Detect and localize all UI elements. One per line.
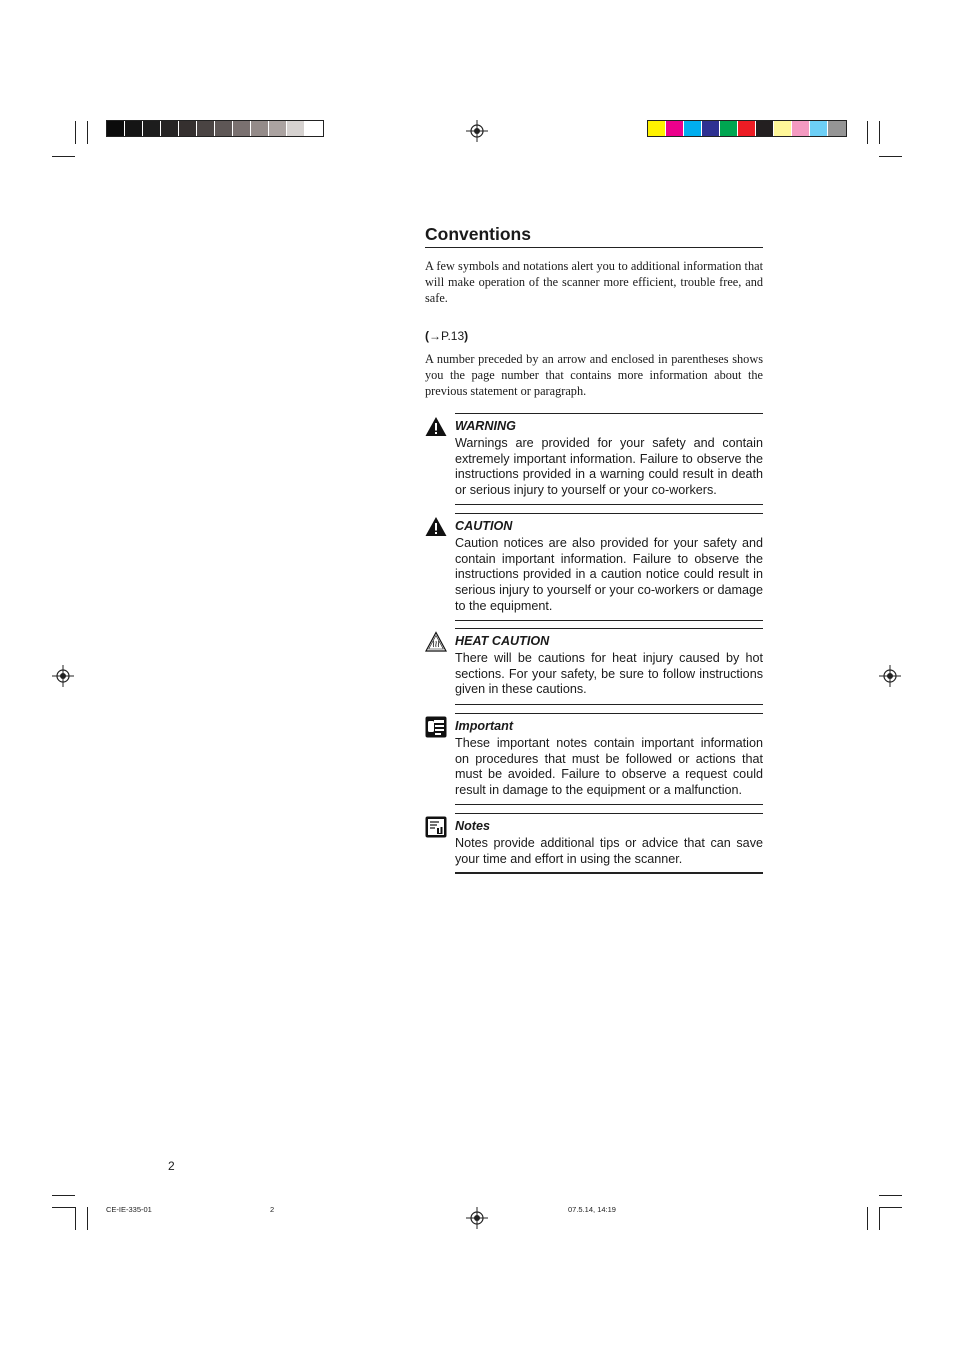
caution-title: CAUTION bbox=[455, 519, 513, 533]
notes-text: Notes provide additional tips or advice that can save your time and effort in using the scanner. bbox=[455, 836, 763, 866]
intro-paragraph: A few symbols and notations alert you to additional information that will make operation of the scanner more efficient, trouble free, and safe. bbox=[425, 259, 763, 305]
caution-notice bbox=[455, 519, 763, 615]
warning-title: WARNING bbox=[455, 419, 516, 433]
divider bbox=[455, 504, 763, 505]
crop-mark bbox=[879, 1207, 880, 1230]
registration-mark-icon bbox=[879, 665, 901, 687]
divider bbox=[455, 513, 763, 514]
reference-description: A number preceded by an arrow and enclosed in parentheses shows you the page number that contains more information about the previous statement or paragraph. bbox=[425, 352, 763, 398]
color-swatch bbox=[702, 121, 720, 136]
divider bbox=[455, 813, 763, 814]
page-number: 2 bbox=[168, 1159, 175, 1173]
color-swatch bbox=[179, 121, 197, 136]
divider bbox=[455, 804, 763, 805]
color-swatch bbox=[215, 121, 233, 136]
page-reference-notation bbox=[425, 329, 468, 343]
color-swatch bbox=[161, 121, 179, 136]
important-text: These important notes contain important information on procedures that must be followed or actions that must be avoided. Failure to observe a request could result in damage to the equipment or a malfunction. bbox=[455, 736, 763, 798]
warning-icon bbox=[425, 416, 447, 438]
crop-mark bbox=[75, 121, 76, 144]
important-icon bbox=[425, 716, 447, 738]
reference-close-paren: ) bbox=[464, 329, 469, 343]
crop-mark bbox=[879, 1207, 902, 1208]
crop-mark bbox=[52, 1207, 75, 1208]
crop-mark bbox=[879, 121, 880, 144]
divider bbox=[455, 713, 763, 714]
important-notice bbox=[455, 719, 763, 799]
reference-page: P.13 bbox=[441, 329, 465, 343]
divider bbox=[455, 872, 763, 874]
crop-mark bbox=[87, 1207, 88, 1230]
crop-mark bbox=[879, 156, 902, 157]
reference-open-paren: ( bbox=[425, 329, 429, 343]
color-swatch bbox=[738, 121, 756, 136]
registration-mark-icon bbox=[466, 120, 488, 142]
heat-caution-text: There will be cautions for heat injury caused by hot sections. For your safety, be sure to follow instructions given in these cautions. bbox=[455, 651, 763, 697]
crop-mark bbox=[879, 1195, 902, 1196]
crop-mark bbox=[52, 156, 75, 157]
divider bbox=[455, 628, 763, 629]
color-swatch bbox=[648, 121, 666, 136]
color-swatch bbox=[251, 121, 269, 136]
notes-notice bbox=[455, 819, 763, 867]
caution-icon bbox=[425, 516, 447, 538]
color-swatch bbox=[197, 121, 215, 136]
color-swatch bbox=[233, 121, 251, 136]
notes-title: Notes bbox=[455, 819, 490, 833]
color-swatch bbox=[792, 121, 810, 136]
color-swatch bbox=[720, 121, 738, 136]
divider bbox=[455, 620, 763, 621]
warning-text: Warnings are provided for your safety and contain extremely important information. Failure to observe the instructions provided in a warning could result in death or serious injury to yourself or your co-workers. bbox=[455, 436, 763, 498]
color-swatch bbox=[287, 121, 305, 136]
color-bar bbox=[647, 120, 847, 137]
color-swatch bbox=[305, 121, 323, 136]
crop-mark bbox=[52, 1195, 75, 1196]
divider bbox=[455, 413, 763, 414]
footer-doc-code: CE-IE-335-01 bbox=[106, 1205, 152, 1214]
color-swatch bbox=[269, 121, 287, 136]
heat-caution-icon bbox=[425, 631, 447, 653]
divider bbox=[455, 704, 763, 705]
color-swatch bbox=[828, 121, 846, 136]
color-swatch bbox=[774, 121, 792, 136]
crop-mark bbox=[75, 1207, 76, 1230]
heat-caution-title: HEAT CAUTION bbox=[455, 634, 550, 648]
important-title: Important bbox=[455, 719, 514, 733]
color-swatch bbox=[143, 121, 161, 136]
color-swatch bbox=[810, 121, 828, 136]
arrow-icon: → bbox=[429, 329, 441, 343]
crop-mark bbox=[87, 121, 88, 144]
heat-caution-notice bbox=[455, 634, 763, 698]
color-swatch bbox=[666, 121, 684, 136]
footer-page: 2 bbox=[270, 1205, 275, 1214]
color-swatch bbox=[107, 121, 125, 136]
footer-timestamp: 07.5.14, 14:19 bbox=[568, 1205, 616, 1214]
color-swatch bbox=[684, 121, 702, 136]
notes-icon bbox=[425, 816, 447, 838]
color-swatch bbox=[125, 121, 143, 136]
warning-notice bbox=[455, 419, 763, 499]
color-swatch bbox=[756, 121, 774, 136]
crop-mark bbox=[867, 121, 868, 144]
page-title: Conventions bbox=[425, 224, 763, 248]
registration-mark-icon bbox=[466, 1207, 488, 1229]
grayscale-bar bbox=[106, 120, 324, 137]
registration-mark-icon bbox=[52, 665, 74, 687]
crop-mark bbox=[867, 1207, 868, 1230]
caution-text: Caution notices are also provided for your safety and contain important information. Failure to observe the instructions provided in a caution notice could result in serious injury to yourself or your co-workers or damage to the equipment. bbox=[455, 536, 763, 613]
